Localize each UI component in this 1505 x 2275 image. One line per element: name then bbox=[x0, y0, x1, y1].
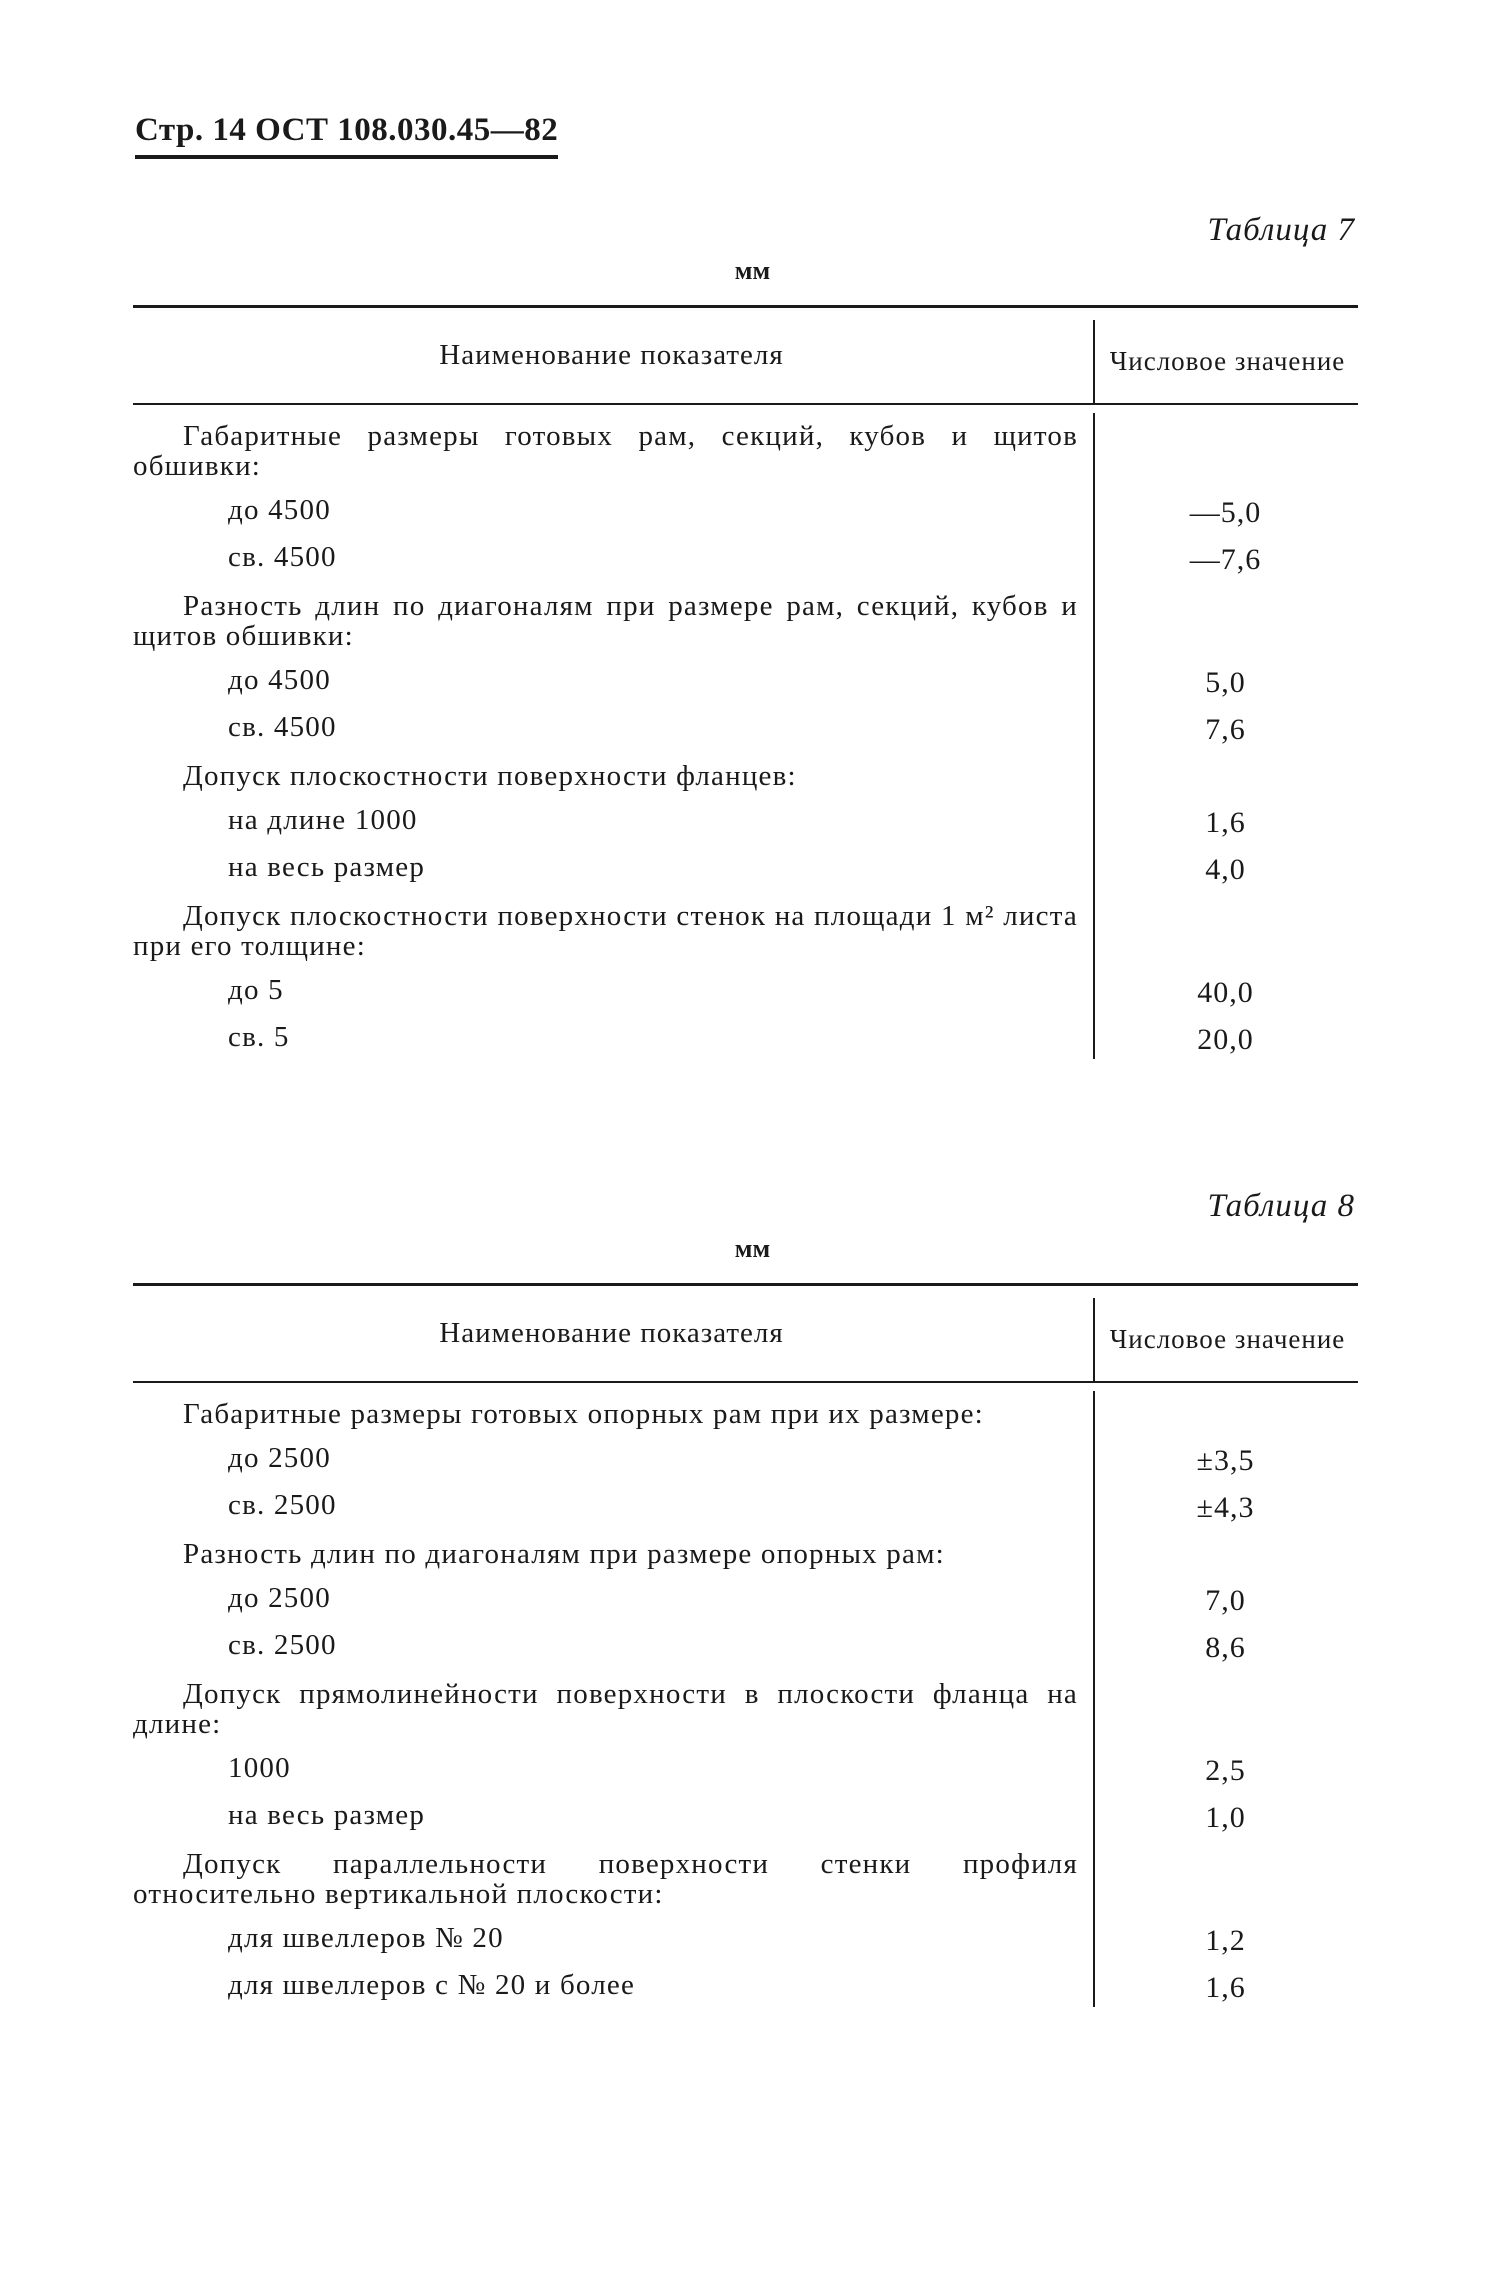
table-group-row bbox=[133, 575, 1358, 651]
table-row bbox=[133, 1956, 1358, 2003]
table-row bbox=[133, 838, 1358, 885]
row-name: св. 4500 bbox=[228, 711, 337, 743]
table-row bbox=[133, 1616, 1358, 1663]
table-row bbox=[133, 1786, 1358, 1833]
row-name: св. 2500 bbox=[228, 1629, 337, 1661]
row-value: 5,0 bbox=[1205, 666, 1246, 699]
table-row bbox=[133, 651, 1358, 698]
column-header-name: Наименование показателя bbox=[439, 339, 784, 371]
row-name: Допуск параллельности поверхности стенки профиля относительно вертикальной плоскости: bbox=[133, 1848, 1078, 1910]
row-name: Допуск плоскостности поверхности фланцев: bbox=[183, 760, 797, 792]
row-value: ±4,3 bbox=[1196, 1491, 1255, 1524]
table-group-row bbox=[133, 885, 1358, 961]
row-value: 4,0 bbox=[1205, 853, 1246, 886]
row-name: Габаритные размеры готовых опорных рам при их размере: bbox=[183, 1398, 984, 1430]
table-group-row bbox=[133, 405, 1358, 481]
column-header-name: Наименование показателя bbox=[439, 1317, 784, 1349]
table-row bbox=[133, 1008, 1358, 1055]
table-group-row bbox=[133, 745, 1358, 791]
row-name: св. 2500 bbox=[228, 1489, 337, 1521]
table-row bbox=[133, 1909, 1358, 1956]
table-8-unit: мм bbox=[734, 1234, 771, 1263]
row-value: 40,0 bbox=[1197, 976, 1254, 1009]
table-group-row bbox=[133, 1383, 1358, 1429]
table-group-row bbox=[133, 1663, 1358, 1739]
row-value: 7,6 bbox=[1205, 713, 1246, 746]
table-row bbox=[133, 1429, 1358, 1476]
row-value: —7,6 bbox=[1189, 543, 1262, 576]
row-name: до 4500 bbox=[228, 494, 331, 526]
table-8 bbox=[133, 1283, 1358, 2003]
row-name: на длине 1000 bbox=[228, 804, 418, 836]
table-7-unit: мм bbox=[734, 256, 771, 285]
row-name: св. 4500 bbox=[228, 541, 337, 573]
row-name: до 2500 bbox=[228, 1442, 331, 1474]
table-7-caption: Таблица 7 bbox=[1207, 212, 1355, 248]
table-row bbox=[133, 528, 1358, 575]
table-row bbox=[133, 1569, 1358, 1616]
row-name: Допуск плоскостности поверхности стенок на площади 1 м² листа при его толщине: bbox=[133, 900, 1078, 962]
row-name: до 5 bbox=[228, 974, 284, 1006]
table-row bbox=[133, 961, 1358, 1008]
table-7 bbox=[133, 305, 1358, 1055]
row-value: 1,0 bbox=[1205, 1801, 1246, 1834]
table-header bbox=[133, 1286, 1358, 1383]
row-name: св. 5 bbox=[228, 1021, 290, 1053]
row-name: 1000 bbox=[228, 1752, 291, 1784]
row-value: 20,0 bbox=[1197, 1023, 1254, 1056]
table-body bbox=[133, 405, 1358, 1055]
row-name: для швеллеров с № 20 и более bbox=[228, 1969, 636, 2001]
row-name: на весь размер bbox=[228, 851, 426, 883]
row-name: до 4500 bbox=[228, 664, 331, 696]
row-name: Допуск прямолинейности поверхности в плоскости фланца на длине: bbox=[133, 1678, 1078, 1740]
table-group-row bbox=[133, 1523, 1358, 1569]
row-name: Разность длин по диагоналям при размере рам, секций, кубов и щитов обшивки: bbox=[133, 590, 1078, 652]
column-header-value: Числовое значение bbox=[1093, 320, 1360, 403]
table-body bbox=[133, 1383, 1358, 2003]
row-value: 7,0 bbox=[1205, 1584, 1246, 1617]
row-value: 8,6 bbox=[1205, 1631, 1246, 1664]
table-row bbox=[133, 1739, 1358, 1786]
table-header bbox=[133, 308, 1358, 405]
page-header: Стр. 14 ОСТ 108.030.45—82 bbox=[135, 112, 558, 159]
row-name: Разность длин по диагоналям при размере опорных рам: bbox=[183, 1538, 945, 1570]
table-row bbox=[133, 698, 1358, 745]
row-name: Габаритные размеры готовых рам, секций, кубов и щитов обшивки: bbox=[133, 420, 1078, 482]
row-value: —5,0 bbox=[1189, 496, 1262, 529]
row-value: ±3,5 bbox=[1196, 1444, 1255, 1477]
row-value: 1,2 bbox=[1205, 1924, 1246, 1957]
row-value: 1,6 bbox=[1205, 1971, 1246, 2004]
table-row bbox=[133, 791, 1358, 838]
row-name: на весь размер bbox=[228, 1799, 426, 1831]
table-group-row bbox=[133, 1833, 1358, 1909]
table-row bbox=[133, 1476, 1358, 1523]
row-name: для швеллеров № 20 bbox=[228, 1922, 504, 1954]
column-header-value: Числовое значение bbox=[1093, 1298, 1360, 1381]
row-value: 2,5 bbox=[1205, 1754, 1246, 1787]
table-row bbox=[133, 481, 1358, 528]
row-value: 1,6 bbox=[1205, 806, 1246, 839]
table-8-caption: Таблица 8 bbox=[1207, 1188, 1355, 1224]
row-name: до 2500 bbox=[228, 1582, 331, 1614]
